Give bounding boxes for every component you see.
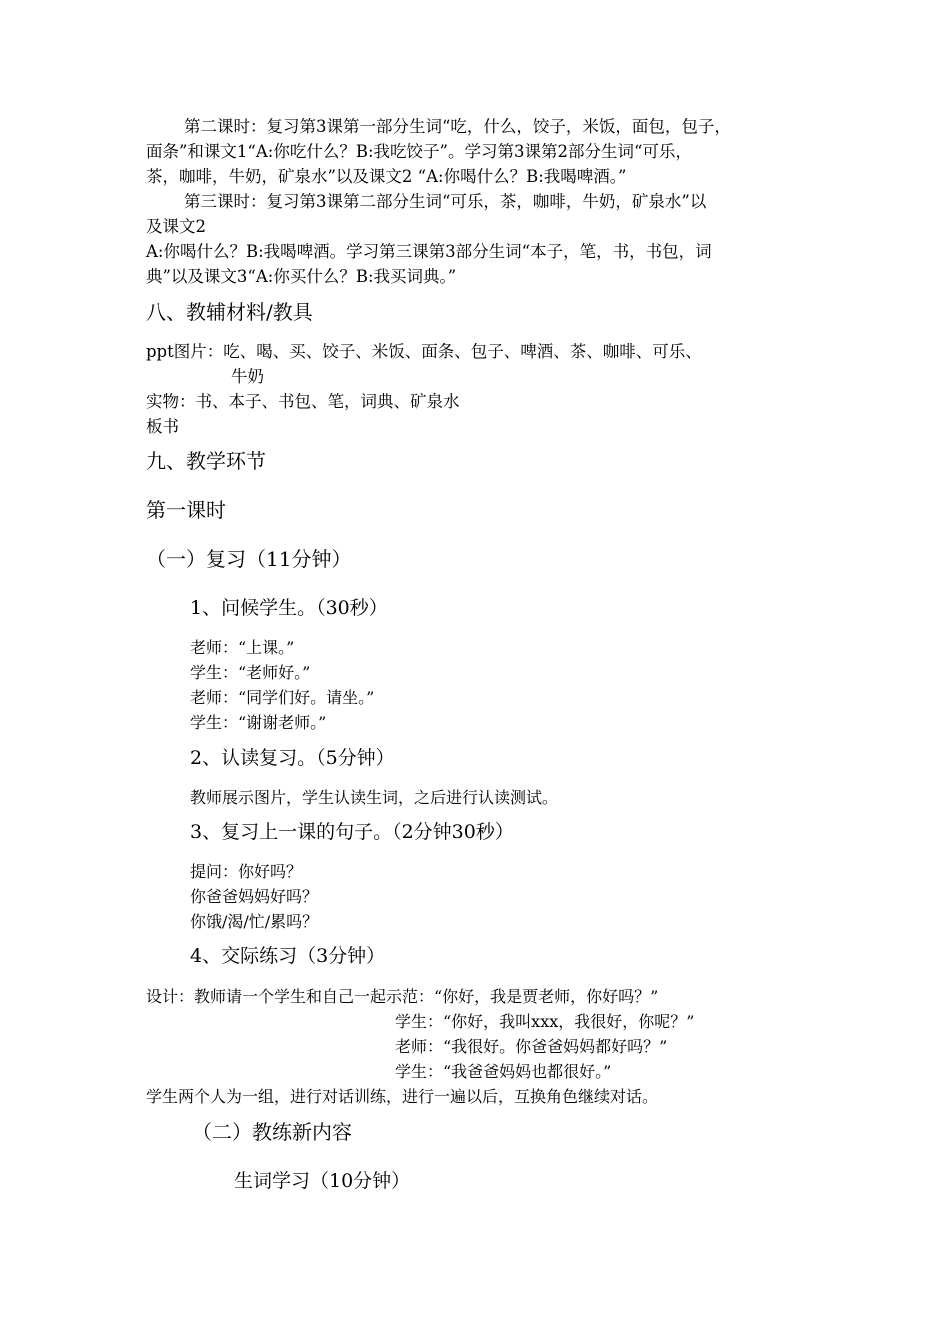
blackboard-writing: 板书 xyxy=(146,417,179,436)
review-question-3: 你饿/渴/忙/累吗？ xyxy=(190,912,319,931)
vocabulary-study-title: 生词学习（10分钟） xyxy=(234,1170,411,1192)
step-2-description: 教师展示图片，学生认读生词，之后进行认读测试。 xyxy=(190,788,559,807)
lesson3-summary-line-2: 及课文2 xyxy=(146,217,206,236)
ppt-materials-line-2: 牛奶 xyxy=(231,367,264,386)
lesson3-summary-line-4: 典”以及课文3“A:你买什么？B:我买词典。” xyxy=(146,267,457,286)
section-8-heading: 八、教辅材料/教具 xyxy=(146,300,313,324)
section-9-heading: 九、教学环节 xyxy=(146,449,266,473)
review-question-2: 你爸爸妈妈好吗？ xyxy=(190,887,319,906)
step-2-title: 2、认读复习。（5分钟） xyxy=(190,747,395,769)
practice-dialog-line-2: 老师：“我很好。你爸爸妈妈都好吗？” xyxy=(395,1037,668,1056)
practice-dialog-line-1: 学生：“你好，我叫xxx，我很好，你呢？” xyxy=(395,1012,695,1031)
lesson3-summary-line-1: 第三课时：复习第3课第二部分生词“可乐，茶，咖啡，牛奶，矿泉水”以 xyxy=(184,192,707,211)
part-1-review-heading: （一）复习（11分钟） xyxy=(146,547,352,571)
practice-dialog-line-3: 学生：“我爸爸妈妈也都很好。” xyxy=(395,1062,612,1081)
practice-closing-line: 学生两个人为一组，进行对话训练，进行一遍以后，互换角色继续对话。 xyxy=(146,1087,659,1106)
greeting-dialog-line-1: 老师：“上课。” xyxy=(190,638,295,657)
part-2-new-content-heading: （二）教练新内容 xyxy=(192,1120,352,1144)
step-1-title: 1、问候学生。（30秒） xyxy=(190,597,388,619)
lesson-1-heading: 第一课时 xyxy=(146,498,226,522)
step-3-title: 3、复习上一课的句子。（2分钟30秒） xyxy=(190,821,514,843)
lesson3-summary-line-3: A:你喝什么？B:我喝啤酒。学习第三课第3部分生词“本子，笔，书，书包，词 xyxy=(146,242,712,261)
greeting-dialog-line-3: 老师：“同学们好。请坐。” xyxy=(190,688,375,707)
physical-objects: 实物：书、本子、书包、笔，词典、矿泉水 xyxy=(146,392,460,411)
greeting-dialog-line-2: 学生：“老师好。” xyxy=(190,663,311,682)
lesson2-summary-line-1: 第二课时：复习第3课第一部分生词“吃，什么，饺子，米饭，面包，包子， xyxy=(184,117,731,136)
step-4-title: 4、交际练习（3分钟） xyxy=(190,945,386,967)
review-question-1: 提问：你好吗？ xyxy=(190,862,303,881)
ppt-materials-line-1: ppt图片：吃、喝、买、饺子、米饭、面条、包子、啤酒、茶、咖啡、可乐、 xyxy=(146,342,702,361)
lesson2-summary-line-3: 茶，咖啡，牛奶，矿泉水”以及课文2 “A:你喝什么？B:我喝啤酒。” xyxy=(146,167,627,186)
greeting-dialog-line-4: 学生：“谢谢老师。” xyxy=(190,713,327,732)
lesson2-summary-line-2: 面条”和课文1“A:你吃什么？B:我吃饺子”。学习第3课第2部分生词“可乐， xyxy=(146,142,692,161)
practice-design-line: 设计：教师请一个学生和自己一起示范：“你好，我是贾老师，你好吗？” xyxy=(146,987,659,1006)
